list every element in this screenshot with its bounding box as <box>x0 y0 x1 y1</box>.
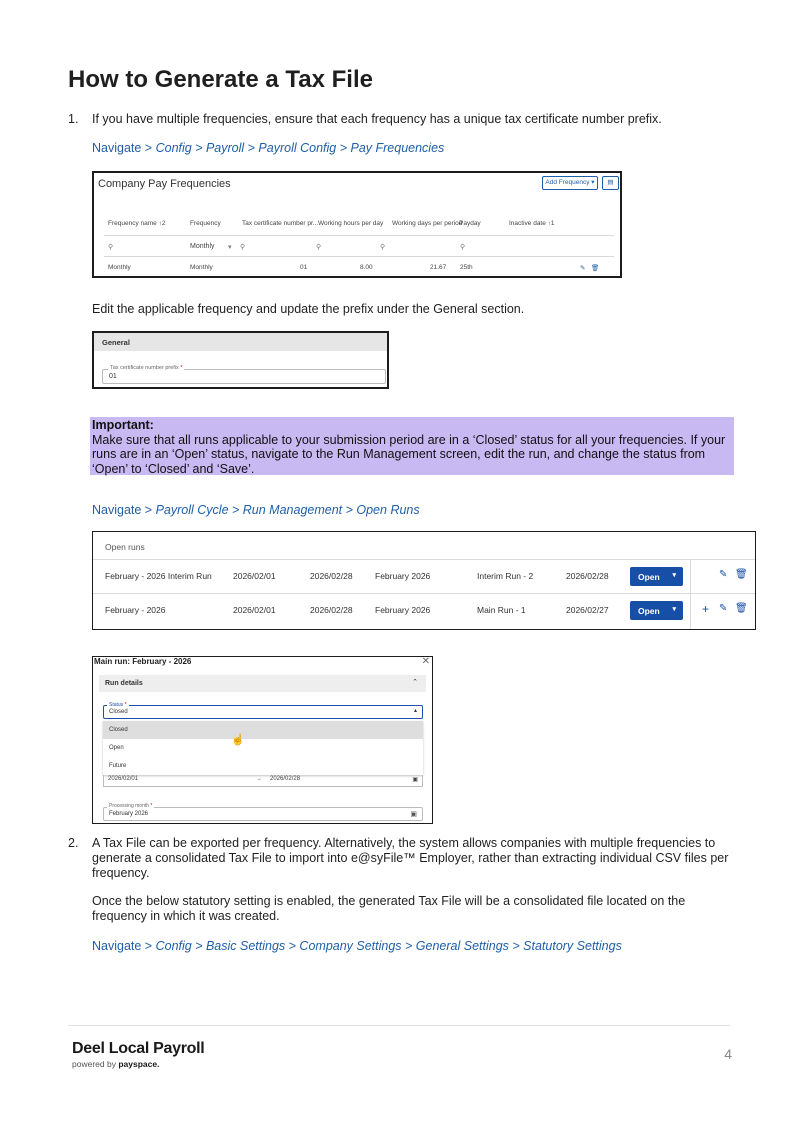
nav-prefix: Navigate > <box>92 939 153 953</box>
nav-path-link[interactable]: Config > Payroll > Payroll Config > Pay Frequencies <box>155 141 445 155</box>
search-icon[interactable]: ⚲ <box>380 244 386 251</box>
pay-frequencies-screenshot: Company Pay Frequencies Add Frequency ▾ ▤ Frequency name ↑2 Frequency Tax certificate number pr... Working hours per day Working days per period Payday Inactive date ↑1 ⚲ Monthly ▾ ⚲ ⚲ ⚲ ⚲ Monthly Monthly 01 8.00 21.67 25th ✎ 🗑 <box>92 171 622 278</box>
chevron-up-icon: ▴ <box>413 708 417 714</box>
nav-prefix: Navigate > <box>92 503 153 517</box>
frequency-filter-select[interactable]: Monthly <box>190 243 215 250</box>
tax-prefix-label: Tax certificate number prefix * <box>110 365 183 371</box>
search-icon[interactable]: ⚲ <box>460 244 466 251</box>
status-open-button[interactable]: Open ▾ <box>630 567 683 586</box>
nav-path-link[interactable]: Payroll Cycle > Run Management > Open Runs <box>155 503 420 517</box>
nav-open-runs <box>92 503 420 517</box>
col-frequency[interactable]: Frequency <box>190 220 221 227</box>
col-days[interactable]: Working days per period <box>392 220 463 227</box>
col-inactive[interactable]: Inactive date ↑1 <box>509 220 555 227</box>
status-open-button[interactable]: Open ▾ <box>630 601 683 620</box>
processing-month-field[interactable]: February 2026 ▣ <box>103 807 423 821</box>
step-1-number: 1. <box>68 112 79 126</box>
status-select[interactable]: Closed ▴ <box>103 705 423 719</box>
nav-path-link[interactable]: Config > Basic Settings > Company Settings > General Settings > Statutory Settings <box>155 939 622 953</box>
processing-month-label: Processing month * <box>109 803 153 809</box>
important-callout <box>90 417 734 475</box>
nav-statutory-settings <box>92 939 622 953</box>
columns-icon[interactable]: ▤ <box>602 176 619 190</box>
tax-prefix-input[interactable]: 01 <box>102 369 386 384</box>
main-run-dialog-screenshot <box>92 656 433 824</box>
status-label: Status * <box>109 702 127 708</box>
status-option-closed[interactable]: Closed <box>103 721 423 739</box>
page-number: 4 <box>724 1046 732 1062</box>
deel-logo <box>72 1040 204 1069</box>
important-text: Make sure that all runs applicable to your submission period are in a ‘Closed’ status for all your frequencies. If your runs are in an ‘Open’ status, navigate to the Run Management screen, edit the run, and change the status from ‘Open’ to ‘Closed’ and ‘Save’. <box>92 432 726 476</box>
edit-icon[interactable]: ✎ <box>580 265 586 272</box>
date-range-field[interactable]: 2026/02/01 → 2026/02/28 ▣ <box>103 775 423 787</box>
calendar-icon: ▣ <box>412 777 418 783</box>
status-option-future[interactable]: Future <box>109 763 127 769</box>
open-runs-header: Open runs <box>105 542 145 552</box>
chevron-up-icon: ⌃ <box>412 679 418 686</box>
col-frequency-name[interactable]: Frequency name ↑2 <box>108 220 166 227</box>
pay-frequencies-header: Company Pay Frequencies <box>98 178 231 190</box>
divider <box>104 256 614 257</box>
edit-icon[interactable]: ✎ <box>719 569 728 580</box>
open-runs-screenshot: Open runs February - 2026 Interim Run 2026/02/01 2026/02/28 February 2026 Interim Run - 2 2026/02/28 Open ▾ ✎ 🗑 February - 2026 2026/02/01 2026/02/28 February 2026 Main Run - 1 2026/02/27 Open ▾ + ✎ 🗑 <box>92 531 756 630</box>
close-icon[interactable]: ✕ <box>421 656 430 667</box>
delete-icon[interactable]: 🗑 <box>591 265 600 272</box>
add-frequency-button[interactable]: Add Frequency ▾ <box>542 176 598 190</box>
powered-by: powered by payspace. <box>72 1059 160 1069</box>
hand-cursor-icon: ☝ <box>231 734 245 746</box>
search-icon[interactable]: ⚲ <box>108 244 114 251</box>
important-heading: Important: <box>92 418 154 432</box>
nav-pay-frequencies <box>92 141 444 155</box>
divider <box>104 235 614 236</box>
page-title: How to Generate a Tax File <box>68 66 373 93</box>
step-2-text-2: Once the below statutory setting is enabled, the generated Tax File will be a consolidated file located on the frequency in which it was created. <box>92 894 686 923</box>
edit-frequency-text: Edit the applicable frequency and update the prefix under the General section. <box>92 302 525 316</box>
divider <box>690 560 691 629</box>
edit-icon[interactable]: ✎ <box>719 603 728 614</box>
status-option-open[interactable]: Open <box>109 745 124 751</box>
col-payday[interactable]: Payday <box>459 220 481 227</box>
run-details-section[interactable]: Run details ⌃ <box>99 675 426 692</box>
step-2-number: 2. <box>68 836 79 850</box>
add-icon[interactable]: + <box>702 602 710 616</box>
nav-prefix: Navigate > <box>92 141 153 155</box>
divider <box>93 593 755 594</box>
dialog-title: Main run: February - 2026 <box>94 657 192 666</box>
brand-name: Deel Local Payroll <box>72 1040 205 1057</box>
calendar-icon: ▣ <box>410 811 417 818</box>
col-tax-prefix[interactable]: Tax certificate number pr... <box>242 220 319 227</box>
chevron-down-icon: ▾ <box>228 244 232 251</box>
col-hours[interactable]: Working hours per day <box>318 220 384 227</box>
step-2-text: A Tax File can be exported per frequency. Alternatively, the system allows companies with multiple frequencies to generate a consolidated Tax File to import into e@syFile™ Employer, rather than extracting individual CSV files per frequency. <box>92 836 729 880</box>
step-1-text: If you have multiple frequencies, ensure that each frequency has a unique tax certificate number prefix. <box>92 112 662 126</box>
delete-icon[interactable]: 🗑 <box>735 569 748 580</box>
general-section-screenshot <box>92 331 389 389</box>
footer-divider <box>68 1025 730 1026</box>
search-icon[interactable]: ⚲ <box>240 244 246 251</box>
search-icon[interactable]: ⚲ <box>316 244 322 251</box>
general-heading: General <box>94 333 387 351</box>
delete-icon[interactable]: 🗑 <box>735 603 748 614</box>
status-dropdown-menu <box>103 721 423 775</box>
divider <box>93 559 755 560</box>
arrow-right-icon: → <box>256 776 262 782</box>
